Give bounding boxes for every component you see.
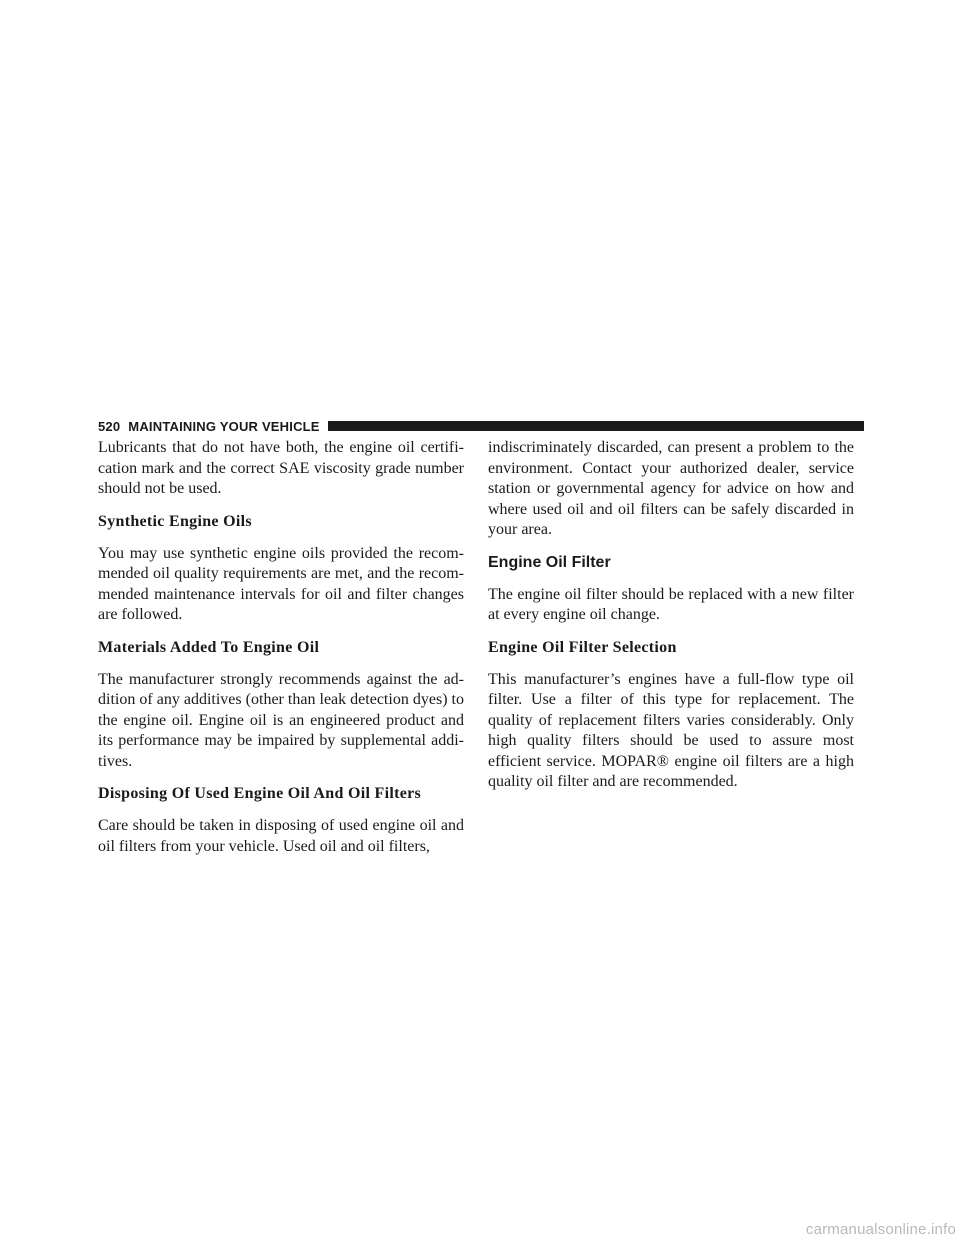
left-column [98,438,464,869]
header-rule [328,421,864,431]
page-number: 520 [98,418,121,434]
heading-engine-oil-filter: Engine Oil Filter [488,553,611,571]
heading-filter-selection: Engine Oil Filter Selection [488,638,677,656]
heading-synthetic-engine-oils: Synthetic Engine Oils [98,512,252,530]
right-column [488,438,854,805]
paragraph-filter-selection: This manufacturer’s engines have a full-flow type oil filter. Use a filter of this type for replacement. The quality of replacement filters varies considerably. Only high quality filters should be used to assure most efficient service. MOPAR® engine oil filters are a high quality oil filter and are recommended. [488,670,854,790]
heading-materials-added: Materials Added To Engine Oil [98,638,320,656]
paragraph-synthetic-engine-oils: You may use synthetic engine oils provided the recom-mended oil quality requirements are met, and the recom-mended maintenance intervals for oil and filter changes are followed. [98,544,464,623]
heading-disposing: Disposing Of Used Engine Oil And Oil Filters [98,785,422,802]
paragraph-disposing: Care should be taken in disposing of used engine oil and oil filters from your vehicle. Used oil and oil filters, [98,817,464,855]
paragraph-materials-added: The manufacturer strongly recommends against the ad-dition of any additives (other than leak detection dyes) to the engine oil. Engine oil is an engineered product and its performance may be impaired by supplemental addi-tives. [98,670,464,770]
section-title: MAINTAINING YOUR VEHICLE [128,418,320,434]
paragraph-disposing-continued: indiscriminately discarded, can present a problem to the environment. Contact your authorized dealer, service station or governmental agency for advice on how and where used oil and oil filters can be safely discarded in your area. [488,439,854,538]
paragraph-lubricants: Lubricants that do not have both, the engine oil certifi-cation mark and the correct SAE viscosity grade number should not be used. [98,439,464,497]
watermark-text: carmanualsonline.info [805,1221,956,1238]
page-header [98,418,864,434]
paragraph-engine-oil-filter: The engine oil filter should be replaced with a new filter at every engine oil change. [488,585,854,623]
